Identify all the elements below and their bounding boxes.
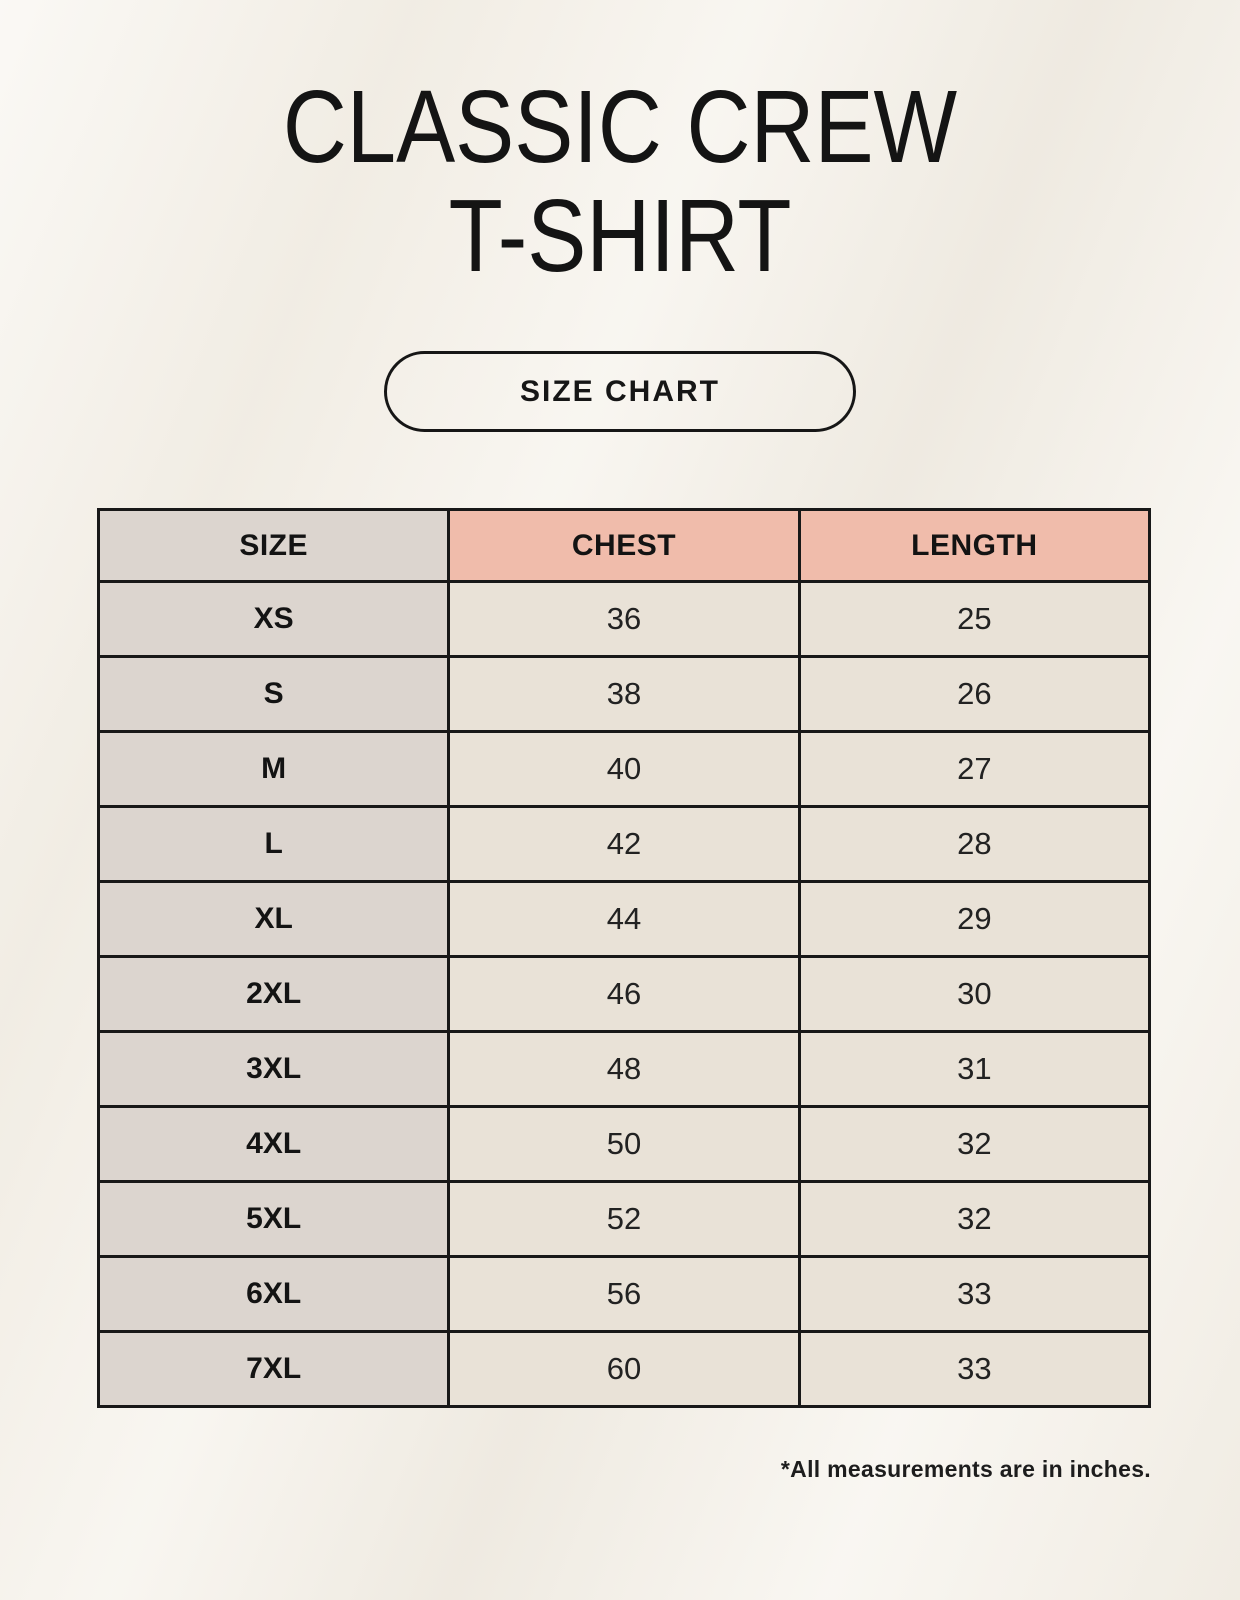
table-row <box>99 582 1150 657</box>
size-label: S <box>99 657 449 732</box>
table-row <box>99 1182 1150 1257</box>
table-row <box>99 1032 1150 1107</box>
page-title-line2: T-SHIRT <box>448 178 792 294</box>
length-value: 25 <box>799 582 1149 657</box>
size-label: XL <box>99 882 449 957</box>
chest-value: 60 <box>449 1332 799 1407</box>
length-value: 29 <box>799 882 1149 957</box>
chest-value: 56 <box>449 1257 799 1332</box>
page-title <box>87 69 1153 294</box>
table-row <box>99 732 1150 807</box>
length-value: 26 <box>799 657 1149 732</box>
length-value: 32 <box>799 1107 1149 1182</box>
chest-value: 44 <box>449 882 799 957</box>
size-label: 5XL <box>99 1182 449 1257</box>
length-value: 28 <box>799 807 1149 882</box>
length-value: 33 <box>799 1257 1149 1332</box>
size-label: 3XL <box>99 1032 449 1107</box>
chest-value: 42 <box>449 807 799 882</box>
table-row <box>99 957 1150 1032</box>
size-chart-button-label: SIZE CHART <box>520 374 720 408</box>
size-table-header <box>99 510 1150 582</box>
chest-value: 46 <box>449 957 799 1032</box>
size-label: 2XL <box>99 957 449 1032</box>
chest-value: 40 <box>449 732 799 807</box>
table-row <box>99 657 1150 732</box>
size-label: 7XL <box>99 1332 449 1407</box>
size-label: 6XL <box>99 1257 449 1332</box>
length-value: 31 <box>799 1032 1149 1107</box>
size-table <box>97 508 1151 1408</box>
header-cell-size: SIZE <box>99 510 449 582</box>
length-value: 33 <box>799 1332 1149 1407</box>
table-row <box>99 807 1150 882</box>
page-title-line1: CLASSIC CREW <box>282 69 958 184</box>
table-row <box>99 1332 1150 1407</box>
size-label: 4XL <box>99 1107 449 1182</box>
chest-value: 52 <box>449 1182 799 1257</box>
chest-value: 36 <box>449 582 799 657</box>
chest-value: 38 <box>449 657 799 732</box>
measurements-footnote: *All measurements are in inches. <box>780 1456 1151 1482</box>
length-value: 30 <box>799 957 1149 1032</box>
chest-value: 50 <box>449 1107 799 1182</box>
size-label: XS <box>99 582 449 657</box>
header-cell-length: LENGTH <box>799 510 1149 582</box>
header-row <box>99 510 1150 582</box>
chest-value: 48 <box>449 1032 799 1107</box>
table-row <box>99 1107 1150 1182</box>
table-row <box>99 1257 1150 1332</box>
size-label: L <box>99 807 449 882</box>
size-table-body <box>99 582 1150 1407</box>
table-row <box>99 882 1150 957</box>
length-value: 27 <box>799 732 1149 807</box>
size-chart-button[interactable] <box>384 351 856 432</box>
size-label: M <box>99 732 449 807</box>
header-cell-chest: CHEST <box>449 510 799 582</box>
length-value: 32 <box>799 1182 1149 1257</box>
